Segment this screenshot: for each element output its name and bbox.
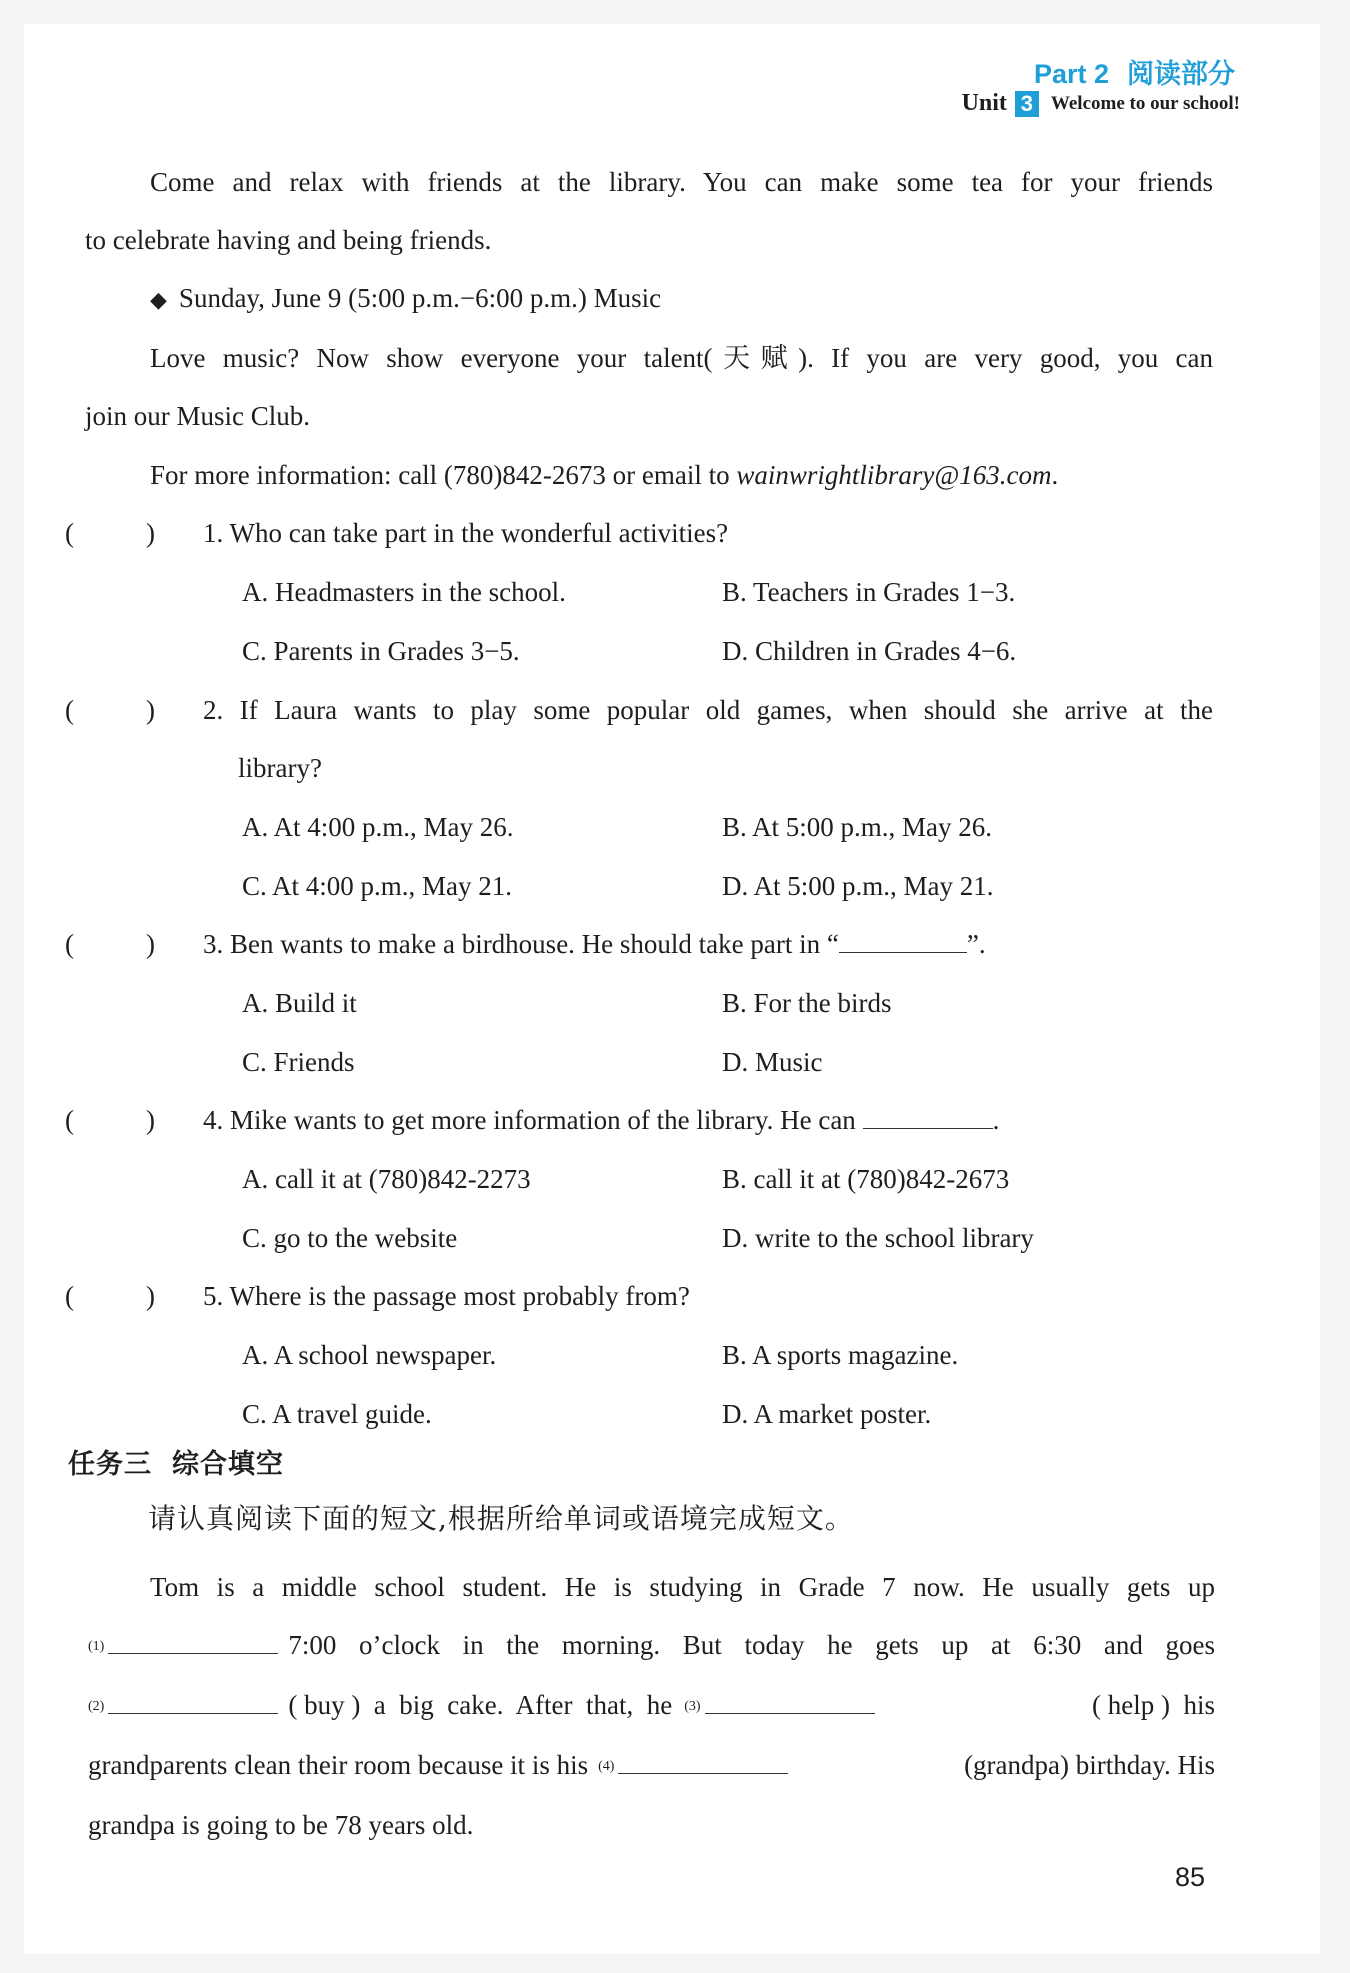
cloze-line: grandparents clean their room because it is his (4) (grandpa) birthday. His	[88, 1750, 1215, 1780]
blank-number: (1)	[88, 1639, 105, 1654]
passage-line: Love music? Now show everyone your talent(天赋). If you are very good, you can	[150, 343, 1213, 373]
question-text: 1. Who can take part in the wonderful activities?	[203, 518, 729, 548]
option: D. At 5:00 p.m., May 21.	[722, 871, 994, 901]
option: D. A market poster.	[722, 1399, 932, 1429]
cloze-line: Tom is a middle school student. He is studying in Grade 7 now. He usually gets up	[150, 1572, 1215, 1602]
event-line: ◆ Sunday, June 9 (5:00 p.m.−6:00 p.m.) Music	[150, 283, 662, 313]
option: B. Teachers in Grades 1−3.	[722, 577, 1016, 607]
answer-bracket[interactable]: ( )	[65, 1281, 155, 1311]
option: C. Parents in Grades 3−5.	[242, 636, 520, 666]
blank-4[interactable]	[618, 1751, 788, 1774]
cloze-line: (2) ( buy ) a big cake. After that, he (3) ( help ) his	[88, 1690, 1215, 1720]
option: D. Music	[722, 1047, 823, 1077]
blank-line[interactable]	[839, 930, 967, 953]
blank-1[interactable]	[108, 1631, 278, 1654]
question-text: 2. If Laura wants to play some popular old games, when should she arrive at the	[203, 695, 1213, 725]
part-header: Part 2 阅读部分	[1033, 59, 1235, 89]
option: C. At 4:00 p.m., May 21.	[242, 871, 513, 901]
unit-title: Welcome to our school!	[1050, 92, 1240, 114]
option: A. A school newspaper.	[242, 1340, 497, 1370]
email-text: wainwrightlibrary@163.com	[736, 460, 1052, 490]
blank-2[interactable]	[108, 1691, 278, 1714]
option: D. Children in Grades 4−6.	[722, 636, 1017, 666]
instruction-text: 请认真阅读下面的短文,根据所给单词或语境完成短文。	[148, 1502, 854, 1535]
unit-header	[962, 90, 1240, 117]
unit-label: Unit	[961, 90, 1007, 116]
blank-number: (4)	[598, 1759, 615, 1774]
option: D. write to the school library	[722, 1223, 1034, 1253]
answer-bracket[interactable]: ( )	[65, 518, 155, 548]
question-text: 3. Ben wants to make a birdhouse. He should take part in “ ”.	[203, 929, 986, 959]
option: B. call it at (780)842-2673	[722, 1164, 1010, 1194]
blank-number: (2)	[88, 1699, 105, 1714]
answer-bracket[interactable]: ( )	[65, 695, 155, 725]
question-text: 5. Where is the passage most probably from?	[203, 1281, 690, 1311]
option: B. For the birds	[722, 988, 892, 1018]
blank-number: (3)	[684, 1699, 701, 1714]
cloze-line: grandpa is going to be 78 years old.	[88, 1810, 474, 1840]
option: A. Headmasters in the school.	[242, 577, 566, 607]
cloze-line: (1) 7:00 o’clock in the morning. But today he gets up at 6:30 and goes	[88, 1630, 1215, 1660]
section-title: 任务三 综合填空	[68, 1449, 284, 1480]
option: C. go to the website	[242, 1223, 458, 1253]
contact-line: For more information: call (780)842-2673 or email to wainwrightlibrary@163.com.	[150, 460, 1059, 490]
passage-line: to celebrate having and being friends.	[85, 225, 492, 255]
option: B. At 5:00 p.m., May 26.	[722, 812, 993, 842]
option: B. A sports magazine.	[722, 1340, 959, 1370]
option: C. Friends	[242, 1047, 355, 1077]
answer-bracket[interactable]: ( )	[65, 1105, 155, 1135]
question-text: 4. Mike wants to get more information of the library. He can .	[203, 1105, 1000, 1135]
question-text: library?	[238, 753, 322, 783]
unit-number-badge: 3	[1015, 91, 1039, 117]
page-number: 85	[1175, 1862, 1206, 1892]
passage-line: join our Music Club.	[85, 401, 311, 431]
option: A. Build it	[242, 988, 357, 1018]
answer-bracket[interactable]: ( )	[65, 929, 155, 959]
option: A. call it at (780)842-2273	[242, 1164, 531, 1194]
option: C. A travel guide.	[242, 1399, 432, 1429]
blank-3[interactable]	[705, 1691, 875, 1714]
diamond-bullet-icon: ◆	[150, 288, 167, 313]
option: A. At 4:00 p.m., May 26.	[242, 812, 514, 842]
passage-line: Come and relax with friends at the library. You can make some tea for your friends	[150, 167, 1213, 197]
blank-line[interactable]	[863, 1106, 993, 1129]
